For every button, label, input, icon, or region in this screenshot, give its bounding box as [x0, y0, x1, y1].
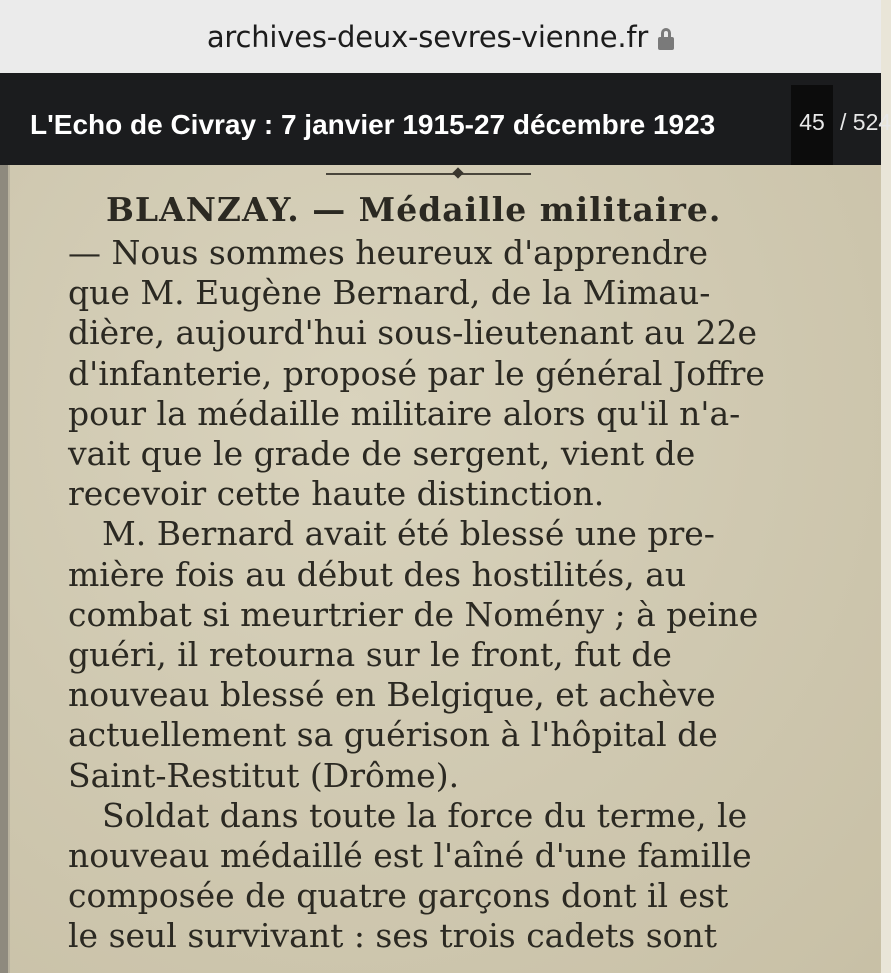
- line-text: nouveau blessé en Belgique, et achève: [68, 675, 716, 715]
- address-bar[interactable]: [0, 0, 881, 73]
- line-text: que M. Eugène Bernard, de la Mimau-: [68, 273, 711, 313]
- newspaper-scan[interactable]: [0, 165, 881, 973]
- article-line: [68, 595, 858, 635]
- article-line: [68, 233, 858, 273]
- article-line: [68, 313, 858, 353]
- article-heading: BLANZAY. — Médaille militaire.: [106, 190, 722, 229]
- url-text[interactable]: archives-deux-sevres-vienne.fr: [206, 19, 649, 54]
- article-line: [68, 635, 858, 675]
- article-line: [68, 836, 858, 876]
- article-line: [68, 916, 858, 956]
- article-line: [68, 715, 858, 755]
- document-title: L'Echo de Civray : 7 janvier 1915-27 décembre 1923: [30, 109, 716, 140]
- article-line: [68, 555, 858, 595]
- line-text: dière, aujourd'hui sous-lieutenant au 22e: [68, 313, 757, 353]
- page-edge: [0, 165, 8, 973]
- article-line: [68, 394, 858, 434]
- article-line: [68, 434, 858, 474]
- divider-ornament: [452, 167, 463, 178]
- line-text: le seul survivant : ses trois cadets sont: [68, 916, 718, 956]
- line-text: d'infanterie, proposé par le général Joffre: [68, 353, 765, 393]
- line-text: — Nous sommes heureux d'apprendre: [68, 233, 709, 272]
- section-divider: [326, 173, 531, 175]
- line-text: guéri, il retourna sur le front, fut de: [68, 635, 672, 675]
- article: [68, 187, 858, 957]
- line-text: nouveau médaillé est l'aîné d'une famille: [68, 836, 752, 876]
- line-text: M. Bernard avait été blessé une pre-: [102, 514, 715, 554]
- line-text: composée de quatre garçons dont il est: [68, 876, 729, 916]
- line-text: combat si meurtrier de Nomény ; à peine: [68, 594, 759, 634]
- article-line: [68, 273, 858, 313]
- article-line: [68, 756, 858, 796]
- line-text: recevoir cette haute distinction.: [68, 474, 605, 514]
- line-text: vait que le grade de sergent, vient de: [68, 434, 696, 474]
- line-text: Saint-Restitut (Drôme).: [68, 755, 460, 795]
- line-text: pour la médaille militaire alors qu'il n'a-: [68, 393, 741, 433]
- article-line: [68, 514, 858, 554]
- viewer-toolbar: [0, 73, 891, 165]
- line-text: mière fois au début des hostilités, au: [68, 554, 687, 594]
- article-line: [68, 474, 858, 514]
- article-line: [68, 354, 858, 394]
- page-edge-shadow: [8, 165, 10, 973]
- line-text: Soldat dans toute la force du terme, le: [102, 795, 748, 835]
- line-text: actuellement sa guérison à l'hôpital de: [68, 715, 718, 755]
- article-line: [68, 796, 858, 836]
- lock-icon: [658, 28, 674, 50]
- article-line: [68, 876, 858, 916]
- page-number-input[interactable]: 45: [791, 85, 833, 165]
- page-total: / 524: [840, 109, 891, 135]
- article-line: [68, 675, 858, 715]
